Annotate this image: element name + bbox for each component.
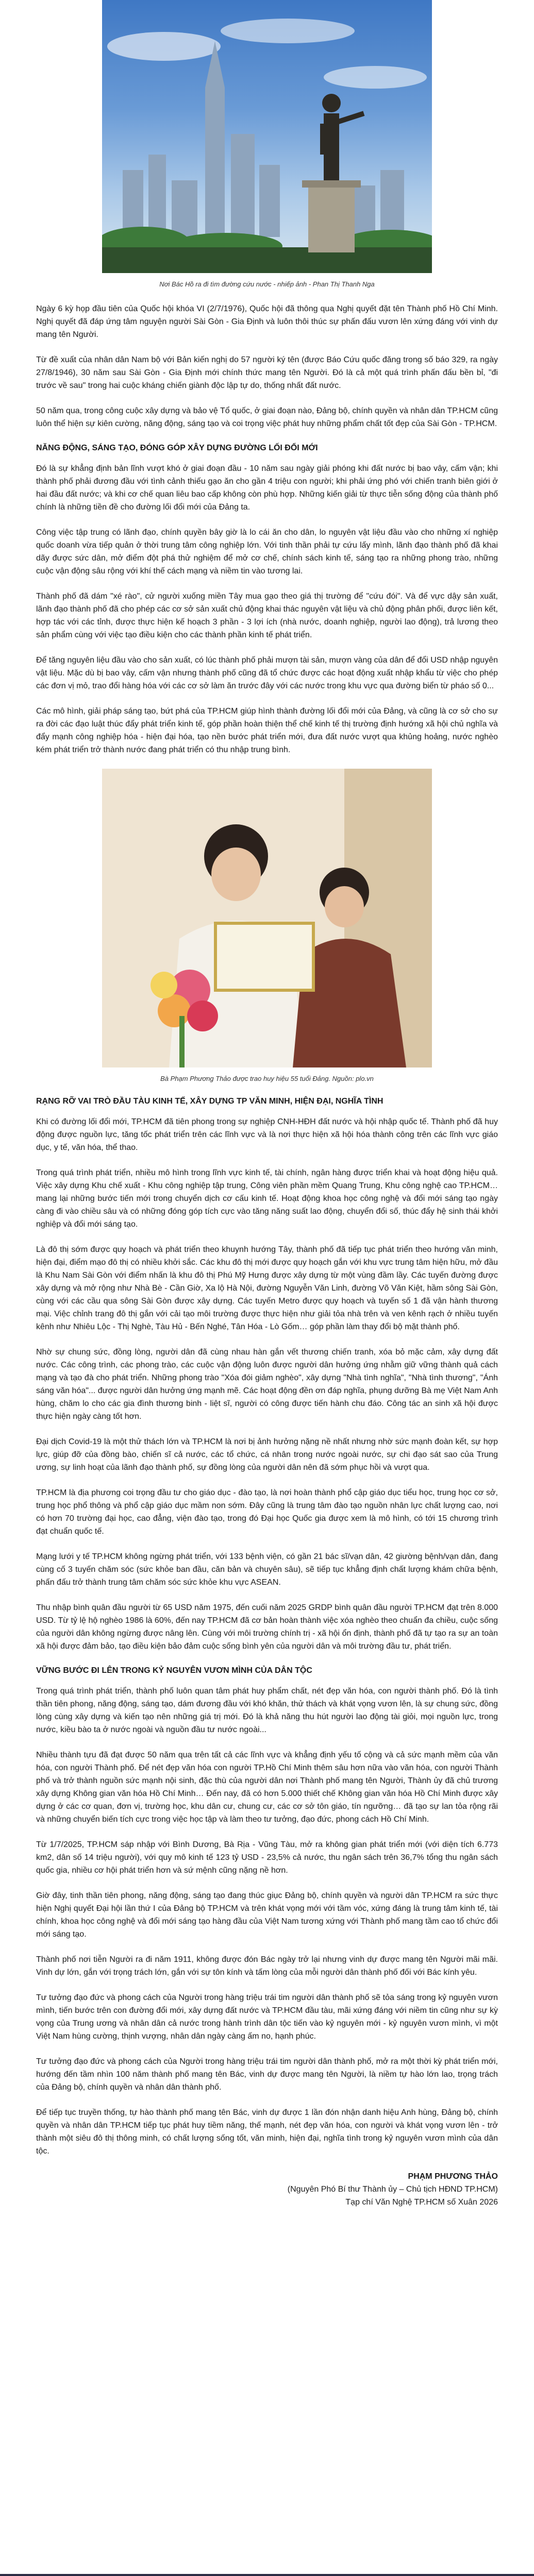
body-paragraph: Tư tưởng đạo đức và phong cách của Người trong hàng triệu trái tim người dân thành phố, mở ra một thời kỳ phát triển mới, hướng đến tầm nhìn 100 năm thành phố mang tên Bác, vinh dự được mang tên Người, là niềm tự hào lớn lao, trọng trách của Đảng bộ, chính quyền và nhân dân thành phố.: [36, 2057, 498, 2092]
hero-caption: Nơi Bác Hồ ra đi tìm đường cứu nước - nhiếp ảnh - Phan Thị Thanh Nga: [159, 280, 375, 288]
body-paragraph: Từ 1/7/2025, TP.HCM sáp nhập với Bình Dương, Bà Rịa - Vũng Tàu, mở ra không gian phát triển mới (với diện tích 6.773 km2, dân số 14 triệu người), với quy mô kinh tế 123 tỷ USD - 23,5% cả nước, thu ngân sách trên 36,7% tổng thu ngân sách quốc gia, nhiều cơ hội phát triển hơn và sứ mệnh cũng nặng nề hơn.: [36, 1840, 498, 1875]
hero-photo: [102, 0, 432, 273]
body-paragraph: Thành phố đã dám "xé rào", cử người xuống miền Tây mua gạo theo giá thị trường để "cứu đói". Và để vực dậy sản xuất, lãnh đạo thành phố đã cho phép các cơ sở sản xuất chủ động khai thác nguyên vật liệu và chủ động phân phối, được liên kết, hợp tác với các tỉnh, được thực hiện kế hoạch 3 phần - 3 lợi ích (nhà nước, doanh nghiệp, người lao động), trả lương theo sản phẩm cùng với việc tạo điều kiện cho các thành phần kinh tế phát triển.: [36, 592, 498, 639]
body-paragraph: Nhiều thành tựu đã đạt được 50 năm qua trên tất cả các lĩnh vực và khẳng định yếu tố cộng và cả sức mạnh mềm của văn hóa, con người Thành phố. Để nét đẹp văn hóa con người TP.Hồ Chí Minh thêm sâu hơn nữa vào văn hóa, con người Thành phố và trở thành nguồn sức mạnh nội sinh, đặc thù của người dân nơi Thành phố mang tên Người, Thành ủy đã chủ trương xây dựng Không gian văn hóa Hồ Chí Minh… Đến nay, đã có hơn 5.000 thiết chế Không gian văn hóa Hồ Chí Minh được xây dựng ở các cơ quan, đơn vị, trường học, khu dân cư, chung cư, các cơ sở tôn giáo, tín ngưỡng… đã tạo sự lan tỏa rộng rãi và những chuyển biến tích cực trong việc học tập và làm theo tư tưởng, đạo đức, phong cách Hồ Chí Minh.: [36, 1751, 498, 1824]
body-paragraph: Thành phố nơi tiễn Người ra đi năm 1911, không được đón Bác ngày trở lại nhưng vinh dự được mang tên Người mãi mãi. Vinh dự lớn, gắn với trọng trách lớn, gắn với sự tôn kính và tấm lòng của mỗi người dân thành phố đối với Bác kính yêu.: [36, 1955, 498, 1977]
body-paragraph: Công việc tập trung có lãnh đạo, chính quyền bây giờ là lo cái ăn cho dân, lo nguyên vật liệu đầu vào cho những xí nghiệp quốc doanh vừa tiếp quản ở thời trung tâm công nghiệp lớn. Với tinh thần phải tự cứu lấy mình, lãnh đạo thành phố đã khai dãy được sức dân, mở điểm đột phá thử nghiệm để mở cơ chế, chính sách kinh tế, sáng tạo ra những phong trào, những cuộc vận động sâu rộng với khí thế cách mạng và niềm tin vào tương lai.: [36, 528, 498, 575]
author-signature: [36, 2170, 498, 2209]
body-paragraph: Trong quá trình phát triển, nhiều mô hình trong lĩnh vực kinh tế, tài chính, ngân hàng được triển khai và hoạt động hiệu quả. Việc xây dựng Khu chế xuất - Khu công nghiệp tập trung, Công viên phần mềm Quang Trung, Khu công nghệ cao TP.HCM… mang lại những bước tiến mới trong chuyển dịch cơ cấu kinh tế. Hoạt động khoa học công nghệ và đổi mới sáng tạo ngày càng đi vào chiều sâu và có những đóng góp tích cực vào tăng năng suất lao động, chuyển đổi số, thúc đẩy hệ sinh thái khởi nghiệp và đổi mới sáng tạo.: [36, 1168, 498, 1229]
section-heading: RẠNG RỠ VAI TRÒ ĐẦU TÀU KINH TẾ, XÂY DỰNG TP VĂN MINH, HIỆN ĐẠI, NGHĨA TÌNH: [36, 1097, 383, 1106]
body-paragraph: Nhờ sự chung sức, đồng lòng, người dân đã cùng nhau hàn gắn vết thương chiến tranh, xóa bỏ mặc cảm, xây dựng đất nước. Các công trình, các phong trào, các cuộc vận động luôn được người dân hưởng ứng nhằm giữ vững thành quả cách mạng và tạo đà cho phát triển. Những phong trào "Xóa đói giảm nghèo", xây dựng "Nhà tình nghĩa", "Nhà tình thương", "Ánh sáng văn hóa"... được người dân hưởng ứng mạnh mẽ. Các hoạt động đền ơn đáp nghĩa, phụng dưỡng Bà mẹ Việt Nam Anh hùng, chăm lo cho các gia đình thương binh - liệt sĩ, người có công được tiến hành chu đáo. Công tác an sinh xã hội được thực hiện ngày càng tốt hơn.: [36, 1348, 498, 1421]
body-paragraph: Các mô hình, giải pháp sáng tạo, bứt phá của TP.HCM giúp hình thành đường lối đổi mới của Đảng, và cũng là cơ sở cho sự ra đời các đạo luật thúc đẩy phát triển kinh tế, góp phần hoàn thiện thể chế kinh tế thị trường định hướng xã hội chủ nghĩa và đẩy mạnh công nghiệp hóa - hiện đại hóa, tạo nền bước phát triển mới, đưa đất nước vượt qua khủng hoảng, nước nghèo kém phát triển trở thành nước đang phát triển có thu nhập trung bình.: [36, 707, 498, 754]
body-paragraph: Mạng lưới y tế TP.HCM không ngừng phát triển, với 133 bệnh viện, có gần 21 bác sĩ/vạn dân, 42 giường bệnh/vạn dân, đang cùng cố 3 tuyến chăm sóc (sức khỏe ban đầu, căn bản và chuyên sâu), sẽ tiếp tục khẳng định chất lượng khám chữa bệnh, phấn đấu trở thành trung tâm chăm sóc sức khỏe khu vực ASEAN.: [36, 1552, 498, 1587]
closing-paragraph: Để tiếp tục truyền thống, tự hào thành phố mang tên Bác, vinh dự được 1 lần đón nhận danh hiệu Anh hùng, Đảng bộ, chính quyền và nhân dân TP.HCM tiếp tục phát huy tiềm năng, thế mạnh, nét đẹp văn hóa, con người và khát vọng vươn lên - trở thành một siêu đô thị thông minh, có chất lượng sống tốt, văn minh, hiện đại, nghĩa tình trong kỷ nguyên vươn mình của dân tộc.: [36, 2108, 498, 2156]
statue-skyline-illustration: [102, 0, 432, 273]
award-ceremony-illustration: [102, 769, 432, 1067]
author-role: (Nguyên Phó Bí thư Thành ủy – Chủ tịch HĐND TP.HCM): [287, 2185, 498, 2194]
body-paragraph: TP.HCM là địa phương coi trọng đầu tư cho giáo dục - đào tạo, là nơi hoàn thành phổ cập giáo dục tiểu học, trung học cơ sở, trung học phổ thông và phổ cập giáo dục mầm non sớm. Đây cũng là trung tâm đào tạo nguồn nhân lực chất lượng cao, nơi có hơn 70 trường đại học, cao đẳng, viện đào tạo, trong đó Đại học Quốc gia được xem là mô hình, có tới 15 chương trình đạt chuẩn quốc tế.: [36, 1488, 498, 1536]
intro-paragraph: Từ đề xuất của nhân dân Nam bộ với Bản kiến nghị do 57 người ký tên (được Báo Cứu quốc đăng trong số báo 329, ra ngày 27/8/1946), 30 năm sau Sài Gòn - Gia Định mới chính thức mang tên Người. Đó là cả một quá trình phấn đấu bền bỉ, "đi trước về sau" trong hai cuộc kháng chiến giành độc lập tự do, thống nhất đất nước.: [36, 355, 498, 390]
body-paragraph: Là đô thị sớm được quy hoạch và phát triển theo khuynh hướng Tây, thành phố đã tiếp tục phát triển theo hướng văn minh, hiện đại, điểm mạo đô thị có nhiều khởi sắc. Các khu đô thị mới được quy hoạch gắn với khu vực trung tâm hiện hữu, mở đầu là Khu Nam Sài Gòn với điểm nhấn là khu đô thị Phú Mỹ Hưng được xây dựng từ một vùng đầm lầy. Các tuyến đường được xây dựng và mở rộng như Nhà Bè - Cần Giờ, Xa lộ Hà Nội, đường Nguyễn Văn Linh, đường Võ Văn Kiệt, hầm sông Sài Gòn, cùng với các cầu qua sông Sài Gòn được xây dựng. Các tuyến Metro được quy hoạch và tuyến số 1 đã vận hành thương mại. Việc chỉnh trang đô thị gắn với cải tạo môi trường được thực hiện như giải tỏa nhà trên và ven kênh rạch ở nhiều tuyến kênh như Nhiêu Lộc - Thị Nghè, Tàu Hủ - Bến Nghé, Tân Hóa - Lò Gốm… góp phần làm thay đổi bộ mặt thành phố.: [36, 1245, 498, 1331]
body-paragraph: Đó là sự khẳng định bản lĩnh vượt khó ở giai đoạn đầu - 10 năm sau ngày giải phóng khi đất nước bị bao vây, cấm vận; khi thành phố phải đương đầu với tình cảnh thiếu gạo ăn cho gần 4 triệu con người; khi phải ứng phó với chiến tranh biên giới ở hai đầu đất nước; và khi cơ chế quan liêu bao cấp không còn phù hợp. Những kiến giải từ thực tiễn sống động của thành phố chính là những tiền đề cho đường lối đổi mới của Đảng ta.: [36, 464, 498, 512]
intro-paragraph: Ngày 6 kỳ họp đầu tiên của Quốc hội khóa VI (2/7/1976), Quốc hội đã thông qua Nghị quyết đặt tên Thành phố Hồ Chí Minh. Nghị quyết đã đáp ứng tâm nguyện người Sài Gòn - Gia Định và luôn thôi thúc sự phấn đấu vươn lên xứng đáng với vinh dự mang tên Người.: [36, 304, 498, 339]
body-paragraph: Tư tưởng đạo đức và phong cách của Người trong hàng triệu trái tim người dân thành phố sẽ tỏa sáng trong kỷ nguyên vươn mình, tiến bước trên con đường đổi mới, xây dựng đất nước và TP.HCM đầu tàu, mãi xứng đáng với niềm tin cũng như sự kỳ vọng của Trung ương và nhân dân cả nước trong hành trình dân tộc tiến vào kỷ nguyên mới - kỷ nguyên vươn mình, vì một Việt Nam hùng cường, thịnh vượng, nhân dân ngày càng ấm no, hạnh phúc.: [36, 1993, 498, 2041]
body-paragraph: Để tăng nguyên liệu đầu vào cho sản xuất, có lúc thành phố phải mượn tài sản, mượn vàng của dân để đổi USD nhập nguyên vật liệu. Mặc dù bị bao vây, cấm vận nhưng thành phố cũng đã tổ chức được các hoạt động xuất nhập khẩu từ việc cho phép các đơn vị mỏ, trao đổi hàng hóa với các cơ sở làm ăn trước đây với các nước trong khu vực qua đường biển từ pháo số 0...: [36, 656, 498, 690]
section-heading: VỮNG BƯỚC ĐI LÊN TRONG KỶ NGUYÊN VƯƠN MÌNH CỦA DÂN TỘC: [36, 1666, 312, 1675]
award-photo-caption: Bà Phạm Phương Thảo được trao huy hiệu 55 tuổi Đảng. Nguồn: plo.vn: [160, 1075, 374, 1082]
award-photo: [102, 769, 432, 1067]
article: [36, 0, 498, 2209]
body-paragraph: Đại dịch Covid-19 là một thử thách lớn và TP.HCM là nơi bị ảnh hưởng nặng nề nhất nhưng nhờ sức mạnh đoàn kết, sự hợp lực, giúp đỡ của đồng bào, chiến sĩ cả nước, các tổ chức, cá nhân trong nước ngoài nước, sự chi đạo sát sao của Trung ương, sự linh hoạt của lãnh đạo thành phố, sự đồng lòng của người dân nên đã sớm phục hồi và vượt qua.: [36, 1437, 498, 1472]
article-source: Tạp chí Văn Nghệ TP.HCM số Xuân 2026: [345, 2198, 498, 2207]
section-heading: NĂNG ĐỘNG, SÁNG TẠO, ĐÓNG GÓP XÂY DỰNG ĐƯỜNG LỐI ĐỔI MỚI: [36, 444, 318, 452]
intro-paragraph: 50 năm qua, trong công cuộc xây dựng và bảo vệ Tổ quốc, ở giai đoạn nào, Đảng bộ, chính quyền và nhân dân TP.HCM cũng luôn thể hiện sự kiên cường, năng động, sáng tạo và coi trọng việc phát huy những phẩm chất tốt đẹp của Sài Gòn - TP.HCM.: [36, 406, 498, 428]
site-footer: [0, 2574, 534, 2576]
author-name: PHẠM PHƯƠNG THẢO: [408, 2172, 498, 2181]
body-paragraph: Thu nhập bình quân đầu người từ 65 USD năm 1975, đến cuối năm 2025 GRDP bình quân đầu người TP.HCM đạt trên 8.000 USD. Từ tỷ lệ hộ nghèo 1986 là 60%, đến nay TP.HCM đã cơ bản hoàn thành việc xóa nghèo theo chuẩn đa chiều, cuộc sống của người dân không ngừng được nâng lên. Cùng với môi trường chính trị - xã hội ổn định, thành phố đã tự tạo ra sự an toàn xã hội được đảm bảo, tạo điều kiện bảo đảm cuộc sống bình yên của người dân và môi trường đầu tư, phát triển.: [36, 1603, 498, 1651]
body-paragraph: Khi có đường lối đổi mới, TP.HCM đã tiên phong trong sự nghiệp CNH-HĐH đất nước và hội nhập quốc tế. Thành phố đã huy động được nguồn lực, tăng tốc phát triển trên các lĩnh vực và là nơi thực hiện xã hội hóa thành công trên các lĩnh vực giáo dục, y tế, văn hóa, thể thao.: [36, 1117, 498, 1152]
body-paragraph: Trong quá trình phát triển, thành phố luôn quan tâm phát huy phẩm chất, nét đẹp văn hóa, con người thành phố. Đó là tình thần tiên phong, năng động, sáng tạo, dám đương đầu với khó khăn, thử thách và khát vọng vươn lên, là sự chung sức, đồng lòng cùng xây dựng và kiến tạo nên những giá trị mới. Đó là khả năng thu hút người lao động tài giỏi, mọi nguồn lực, trong nước, kiều bào ta ở nước ngoài và nguồn đầu tư nước ngoài...: [36, 1687, 498, 1734]
body-paragraph: Giờ đây, tinh thần tiên phong, năng động, sáng tạo đang thúc giục Đảng bộ, chính quyền và người dân TP.HCM ra sức thực hiện Nghị quyết Đại hội lần thứ I của Đảng bộ TP.HCM và trên khát vọng mới với tầm vóc, xứng đáng là trung tâm kinh tế, tài chính, khoa học công nghệ và đổi mới sáng tạo hàng đầu của Việt Nam tương xứng với Thành phố mang tầm cao tổ chức đổi mới sáng tạo.: [36, 1891, 498, 1939]
